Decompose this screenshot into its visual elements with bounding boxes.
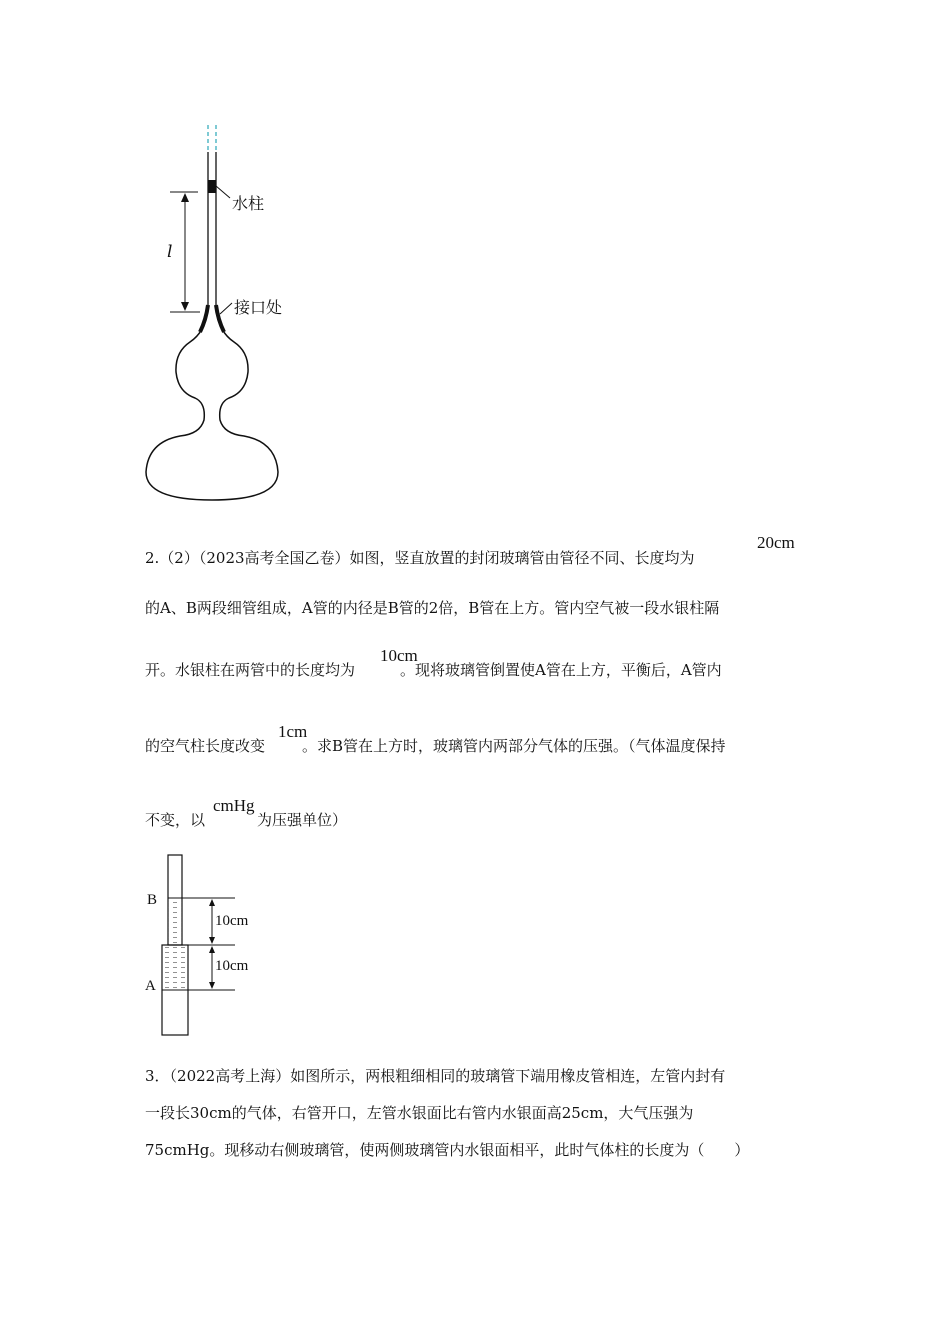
label-length-l: l — [167, 242, 173, 262]
label-tube-a: A — [145, 978, 156, 994]
q3-line-1: 3．（2022高考上海）如图所示，两根粗细相同的玻璃管下端用橡皮管相连，左管内封有 — [145, 1067, 726, 1085]
q2-line-1: 2.（2）（2023高考全国乙卷）如图，竖直放置的封闭玻璃管由管径不同、长度均为 — [145, 549, 695, 567]
tube-diagram — [140, 850, 280, 1040]
q2-line-2: 的A、B两段细管组成，A管的内径是B管的2倍，B管在上方。管内空气被一段水银柱隔 — [145, 599, 720, 617]
q2-formula-10cm: 10cm — [380, 646, 418, 665]
dim-bottom-10cm: 10cm — [215, 958, 249, 974]
water-column — [208, 180, 216, 193]
q2-line-4 — [145, 736, 726, 756]
figure-flask — [140, 120, 340, 510]
q3-line-2: 一段长30cm的气体，右管开口，左管水银面比右管内水银面高25cm，大气压强为 — [145, 1104, 694, 1122]
label-joint: 接口处 — [234, 298, 283, 317]
q2-line-5a: 不变，以 — [145, 811, 206, 829]
dim-top-10cm: 10cm — [215, 913, 249, 929]
q2-line-5b: 为压强单位） — [257, 811, 348, 829]
label-water-column: 水柱 — [232, 194, 265, 213]
q2-formula-1cm: 1cm — [278, 722, 308, 741]
q2-line-3b: 。现将玻璃管倒置使A管在上方，平衡后，A管内 — [400, 661, 722, 679]
q2-line-3 — [145, 660, 722, 680]
q2-line-3a: 开。水银柱在两管中的长度均为 — [145, 661, 356, 679]
q3-line-3: 75cmHg。现移动右侧玻璃管，使两侧玻璃管内水银面相平，此时气体柱的长度为（ ） — [145, 1141, 750, 1159]
q2-formula-cmhg: cmHg — [213, 796, 255, 815]
q2-line-4b: 。求B管在上方时，玻璃管内两部分气体的压强。（气体温度保持 — [302, 737, 726, 755]
q2-line-4a: 的空气柱长度改变 — [145, 737, 266, 755]
label-tube-b: B — [147, 892, 158, 908]
q2-formula-20cm: 20cm — [757, 533, 795, 552]
figure-tube — [140, 850, 280, 1040]
